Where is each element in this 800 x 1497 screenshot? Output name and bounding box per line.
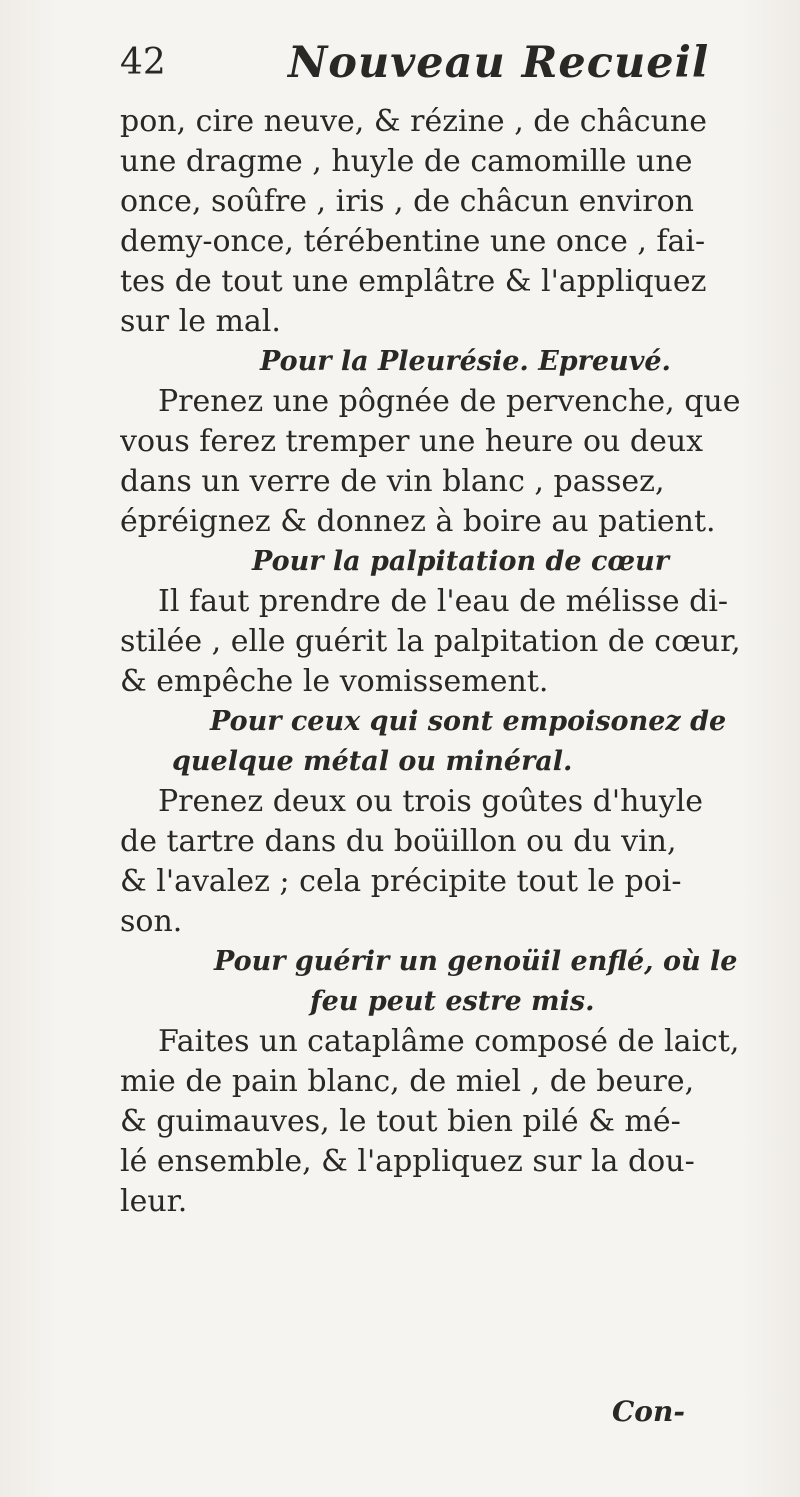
section-heading: Pour guérir un genoüil enflé, où le — [214, 946, 738, 977]
text-line: leur. — [120, 1184, 188, 1219]
section-heading: feu peut estre mis. — [310, 986, 595, 1017]
text-line: Faites un cataplâme composé de laict, — [158, 1024, 740, 1059]
section-heading: quelque métal ou minéral. — [172, 746, 573, 777]
page-header — [120, 38, 710, 92]
running-title: Nouveau Recueil — [288, 38, 710, 88]
page-number: 42 — [120, 42, 166, 83]
text-line: & guimauves, le tout bien pilé & mé- — [120, 1104, 681, 1139]
text-line: pon, cire neuve, & rézine , de châcune — [120, 104, 707, 139]
text-line: une dragme , huyle de camomille une — [120, 144, 693, 179]
text-line: Il faut prendre de l'eau de mélisse di- — [158, 584, 729, 619]
text-line: lé ensemble, & l'appliquez sur la dou- — [120, 1144, 695, 1179]
text-line: épréignez & donnez à boire au patient. — [120, 504, 716, 539]
text-line: demy-once, térébentine une once , fai- — [120, 224, 706, 259]
text-line: & empêche le vomissement. — [120, 664, 549, 699]
text-line: tes de tout une emplâtre & l'appliquez — [120, 264, 707, 299]
section-heading: Pour ceux qui sont empoisonez de — [210, 706, 727, 737]
text-line: once, soûfre , iris , de châcun environ — [120, 184, 694, 219]
text-line: & l'avalez ; cela précipite tout le poi- — [120, 864, 682, 899]
section-heading: Pour la Pleurésie. Epreuvé. — [260, 346, 671, 377]
text-line: son. — [120, 904, 183, 939]
section-heading: Pour la palpitation de cœur — [252, 546, 669, 577]
text-line: dans un verre de vin blanc , passez, — [120, 464, 665, 499]
text-line: de tartre dans du boüillon ou du vin, — [120, 824, 677, 859]
text-line: vous ferez tremper une heure ou deux — [120, 424, 704, 459]
text-line: mie de pain blanc, de miel , de beure, — [120, 1064, 695, 1099]
text-line: Prenez une pôgnée de pervenche, que — [158, 384, 741, 419]
text-line: sur le mal. — [120, 304, 281, 339]
body-text — [120, 102, 770, 1222]
text-line: stilée , elle guérit la palpitation de cœur, — [120, 624, 741, 659]
catchword: Con- — [612, 1395, 685, 1428]
text-line: Prenez deux ou trois goûtes d'huyle — [158, 784, 704, 819]
